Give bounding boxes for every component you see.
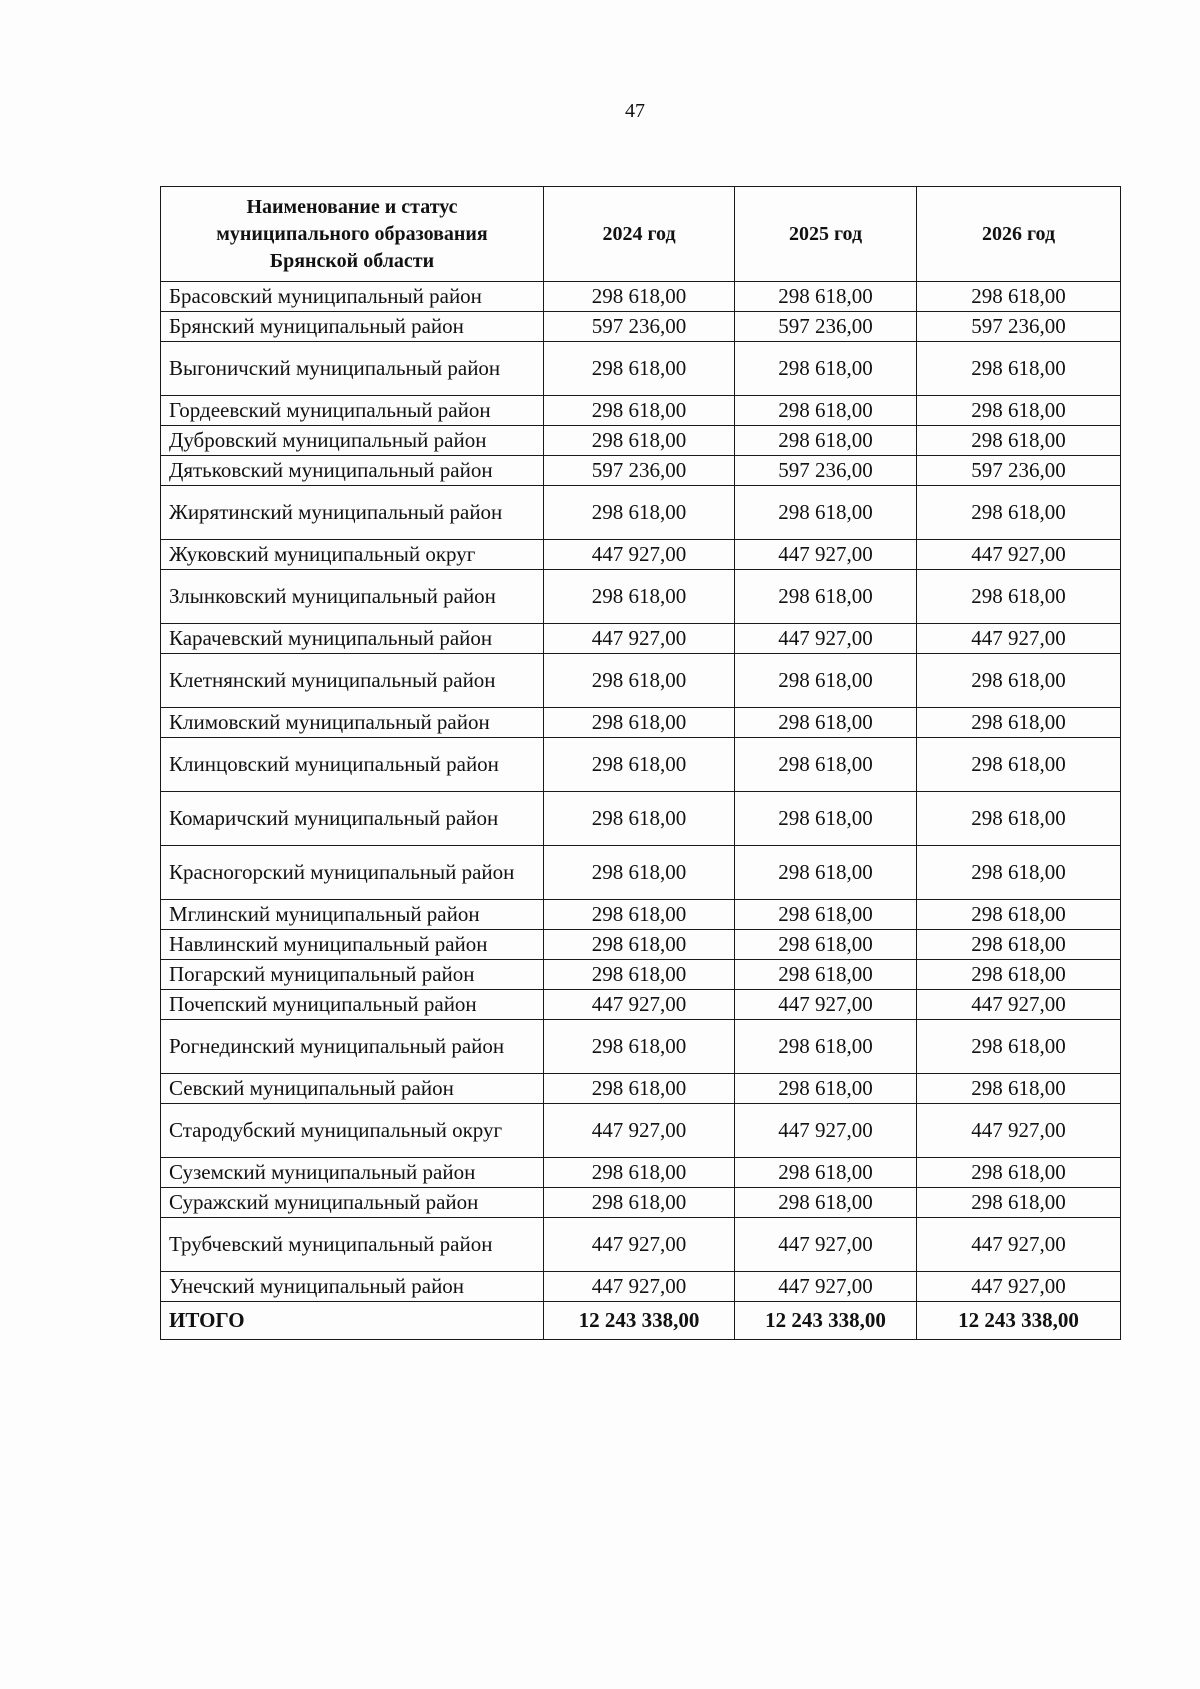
row-2025: 298 618,00 (735, 900, 917, 930)
row-2024: 447 927,00 (544, 1272, 735, 1302)
row-2025: 298 618,00 (735, 1020, 917, 1074)
row-2024: 447 927,00 (544, 624, 735, 654)
row-2024: 298 618,00 (544, 846, 735, 900)
table-row (161, 1020, 1121, 1074)
row-name: Климовский муниципальный район (161, 708, 544, 738)
table-row (161, 396, 1121, 426)
row-name: Комаричский муниципальный район (161, 792, 544, 846)
row-2024: 298 618,00 (544, 792, 735, 846)
table-row (161, 342, 1121, 396)
row-2026: 298 618,00 (917, 900, 1121, 930)
row-2026: 447 927,00 (917, 540, 1121, 570)
row-2026: 298 618,00 (917, 654, 1121, 708)
row-2025: 298 618,00 (735, 426, 917, 456)
row-2025: 447 927,00 (735, 1104, 917, 1158)
row-2024: 298 618,00 (544, 282, 735, 312)
row-name: Выгоничский муниципальный район (161, 342, 544, 396)
table-row (161, 570, 1121, 624)
table-row (161, 738, 1121, 792)
row-name: Суземский муниципальный район (161, 1158, 544, 1188)
table-row (161, 1158, 1121, 1188)
table-row (161, 708, 1121, 738)
table-row (161, 990, 1121, 1020)
row-2026: 298 618,00 (917, 960, 1121, 990)
table-row (161, 282, 1121, 312)
table-row (161, 900, 1121, 930)
row-2025: 298 618,00 (735, 486, 917, 540)
allocation-table (160, 186, 1121, 1340)
table-row (161, 1272, 1121, 1302)
row-2024: 298 618,00 (544, 426, 735, 456)
row-2026: 298 618,00 (917, 486, 1121, 540)
table-row (161, 312, 1121, 342)
row-2025: 447 927,00 (735, 1272, 917, 1302)
row-2026: 298 618,00 (917, 282, 1121, 312)
row-2025: 597 236,00 (735, 456, 917, 486)
row-2026: 298 618,00 (917, 738, 1121, 792)
row-name: Жуковский муниципальный округ (161, 540, 544, 570)
table-row (161, 1104, 1121, 1158)
row-name: Клетнянский муниципальный район (161, 654, 544, 708)
row-2025: 298 618,00 (735, 930, 917, 960)
row-2024: 298 618,00 (544, 396, 735, 426)
row-2024: 298 618,00 (544, 1020, 735, 1074)
row-2024: 298 618,00 (544, 930, 735, 960)
page-number: 47 (625, 100, 645, 122)
header-name: Наименование и статус муниципального образования Брянской области (161, 187, 544, 282)
table-row (161, 1218, 1121, 1272)
row-2026: 298 618,00 (917, 1188, 1121, 1218)
row-name: Унечский муниципальный район (161, 1272, 544, 1302)
total-2024: 12 243 338,00 (544, 1302, 735, 1340)
row-name: Карачевский муниципальный район (161, 624, 544, 654)
row-2025: 298 618,00 (735, 738, 917, 792)
row-2026: 447 927,00 (917, 624, 1121, 654)
row-name: Гордеевский муниципальный район (161, 396, 544, 426)
row-2026: 298 618,00 (917, 930, 1121, 960)
table-row (161, 846, 1121, 900)
row-2025: 298 618,00 (735, 282, 917, 312)
row-2025: 447 927,00 (735, 624, 917, 654)
header-2025: 2025 год (735, 187, 917, 282)
row-name: Брасовский муниципальный район (161, 282, 544, 312)
row-2024: 298 618,00 (544, 342, 735, 396)
table-row (161, 426, 1121, 456)
header-2024: 2024 год (544, 187, 735, 282)
table-row (161, 486, 1121, 540)
row-2024: 298 618,00 (544, 654, 735, 708)
table-row (161, 456, 1121, 486)
row-2026: 447 927,00 (917, 1272, 1121, 1302)
row-2026: 298 618,00 (917, 1074, 1121, 1104)
row-2026: 298 618,00 (917, 426, 1121, 456)
row-name: Мглинский муниципальный район (161, 900, 544, 930)
table-row (161, 792, 1121, 846)
row-name: Дубровский муниципальный район (161, 426, 544, 456)
row-name: Дятьковский муниципальный район (161, 456, 544, 486)
row-2026: 298 618,00 (917, 708, 1121, 738)
table-body (161, 282, 1121, 1340)
row-2026: 298 618,00 (917, 1020, 1121, 1074)
row-2026: 447 927,00 (917, 1104, 1121, 1158)
row-name: Суражский муниципальный район (161, 1188, 544, 1218)
row-name: Злынковский муниципальный район (161, 570, 544, 624)
total-2026: 12 243 338,00 (917, 1302, 1121, 1340)
total-row (161, 1302, 1121, 1340)
row-2025: 298 618,00 (735, 708, 917, 738)
row-2025: 298 618,00 (735, 792, 917, 846)
row-2025: 298 618,00 (735, 1158, 917, 1188)
total-2025: 12 243 338,00 (735, 1302, 917, 1340)
row-2025: 298 618,00 (735, 570, 917, 624)
row-2026: 298 618,00 (917, 396, 1121, 426)
row-2024: 298 618,00 (544, 708, 735, 738)
row-2024: 447 927,00 (544, 1104, 735, 1158)
table-row (161, 1188, 1121, 1218)
row-2024: 298 618,00 (544, 570, 735, 624)
row-name: Рогнединский муниципальный район (161, 1020, 544, 1074)
total-label: ИТОГО (161, 1302, 544, 1340)
row-2026: 447 927,00 (917, 1218, 1121, 1272)
row-name: Погарский муниципальный район (161, 960, 544, 990)
row-2025: 298 618,00 (735, 846, 917, 900)
row-name: Красногорский муниципальный район (161, 846, 544, 900)
row-name: Трубчевский муниципальный район (161, 1218, 544, 1272)
row-2026: 298 618,00 (917, 792, 1121, 846)
table-row (161, 624, 1121, 654)
row-name: Клинцовский муниципальный район (161, 738, 544, 792)
row-name: Навлинский муниципальный район (161, 930, 544, 960)
row-2024: 447 927,00 (544, 540, 735, 570)
row-2025: 298 618,00 (735, 342, 917, 396)
row-2026: 298 618,00 (917, 342, 1121, 396)
row-2025: 298 618,00 (735, 1188, 917, 1218)
row-name: Стародубский муниципальный округ (161, 1104, 544, 1158)
row-2026: 298 618,00 (917, 846, 1121, 900)
row-name: Брянский муниципальный район (161, 312, 544, 342)
row-2025: 298 618,00 (735, 960, 917, 990)
row-name: Почепский муниципальный район (161, 990, 544, 1020)
table-header (161, 187, 1121, 282)
row-2024: 447 927,00 (544, 990, 735, 1020)
row-2024: 298 618,00 (544, 738, 735, 792)
row-2024: 298 618,00 (544, 1158, 735, 1188)
row-2025: 447 927,00 (735, 540, 917, 570)
row-2026: 298 618,00 (917, 570, 1121, 624)
row-2024: 597 236,00 (544, 312, 735, 342)
row-name: Севский муниципальный район (161, 1074, 544, 1104)
row-2025: 597 236,00 (735, 312, 917, 342)
row-2025: 298 618,00 (735, 654, 917, 708)
row-2025: 298 618,00 (735, 1074, 917, 1104)
row-2026: 597 236,00 (917, 312, 1121, 342)
row-2025: 447 927,00 (735, 990, 917, 1020)
header-2026: 2026 год (917, 187, 1121, 282)
header-row (161, 187, 1121, 282)
row-2026: 447 927,00 (917, 990, 1121, 1020)
table-row (161, 654, 1121, 708)
table-row (161, 540, 1121, 570)
table-row (161, 960, 1121, 990)
row-2025: 447 927,00 (735, 1218, 917, 1272)
row-2025: 298 618,00 (735, 396, 917, 426)
row-2026: 298 618,00 (917, 1158, 1121, 1188)
row-2024: 447 927,00 (544, 1218, 735, 1272)
row-name: Жирятинский муниципальный район (161, 486, 544, 540)
row-2024: 298 618,00 (544, 960, 735, 990)
row-2024: 298 618,00 (544, 1188, 735, 1218)
row-2024: 298 618,00 (544, 1074, 735, 1104)
row-2024: 298 618,00 (544, 900, 735, 930)
row-2026: 597 236,00 (917, 456, 1121, 486)
row-2024: 298 618,00 (544, 486, 735, 540)
table-row (161, 1074, 1121, 1104)
row-2024: 597 236,00 (544, 456, 735, 486)
table-row (161, 930, 1121, 960)
